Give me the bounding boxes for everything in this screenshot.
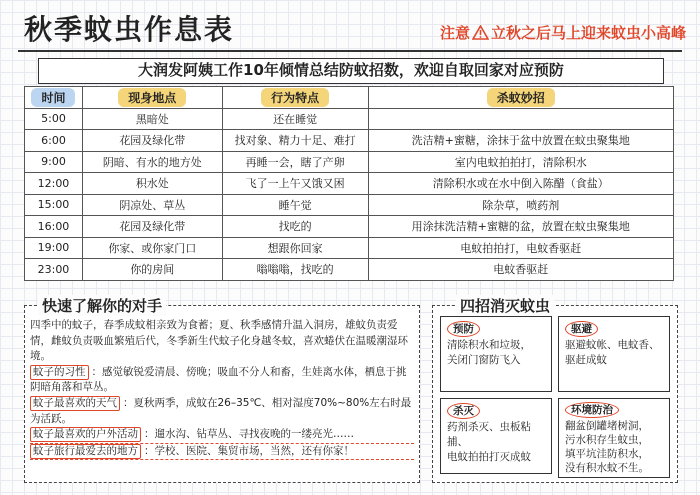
banner: 大润发阿姨工作10年倾情总结防蚊招数，欢迎自取回家对应预防 <box>38 58 664 84</box>
header-method: 杀蚊妙招 <box>368 87 673 109</box>
tip-line: 电蚊拍拍打灭成蚊 <box>447 451 531 463</box>
opponent-intro: 四季中的蚊子，春季成蚊相亲致为食蓄；夏、秋季感情升温入洞房，雄蚊负责爱情，雌蚊负责吸血繁殖后代，冬季新生代蚊子化身越冬蚊，喜欢蜷伏在温暖潮湿环境。 <box>30 319 408 363</box>
method-cell: 清除积水或在水中倒入陈醋（食盐） <box>368 173 673 195</box>
habit-label: 蚊子的习性 <box>30 365 89 380</box>
tip-card-repel <box>558 316 670 392</box>
method-cell <box>368 108 673 130</box>
tip-line: 驱避蚊帐、电蚊香、 <box>565 339 660 351</box>
location-cell: 阴暗、有水的地方处 <box>82 151 222 173</box>
location-cell: 阴凉处、草丛 <box>82 194 222 216</box>
behavior-cell: 还在睡觉 <box>222 108 368 130</box>
weather-text: ：夏秋两季，成蚊在26–35℃、相对湿度70%~80%左右时最为活跃。 <box>30 396 412 425</box>
tip-line: 驱赶成蚊 <box>565 354 607 366</box>
habit-text: ：感觉敏锐爱清晨、傍晚；吸血不分人和畜，生娃离水体，栖息于挑阴暗角落和草丛。 <box>30 365 407 394</box>
opponent-info-text <box>30 318 414 460</box>
tip-card-kill <box>440 398 552 474</box>
warning-note <box>440 22 686 43</box>
time-cell: 12:00 <box>25 173 83 195</box>
travel-line <box>30 444 414 461</box>
behavior-cell: 再睡一会，瞎了产卵 <box>222 151 368 173</box>
tip-line: 关闭门窗防飞入 <box>447 354 521 366</box>
location-cell: 花园及绿化带 <box>82 216 222 238</box>
tip-head: 驱避 <box>565 321 598 337</box>
location-cell: 黑暗处 <box>82 108 222 130</box>
time-cell: 5:00 <box>25 108 83 130</box>
table-row <box>25 194 674 216</box>
title-divider <box>18 50 682 52</box>
table-row <box>25 108 674 130</box>
behavior-cell: 找吃的 <box>222 216 368 238</box>
mosquito-schedule-table <box>24 86 674 281</box>
habit-line <box>30 365 414 396</box>
behavior-cell: 想跟你回家 <box>222 237 368 259</box>
tip-line: 没有积水蚊不生。 <box>565 462 649 474</box>
method-cell: 室内电蚊拍拍打，清除积水 <box>368 151 673 173</box>
tip-line: 翻盆倒罐堵树洞， <box>565 420 649 432</box>
travel-text: ：学校、医院、集贸市场，当然，还有你家！ <box>144 444 354 457</box>
table-row <box>25 151 674 173</box>
weather-label: 蚊子最喜欢的天气 <box>30 396 120 411</box>
header-location: 现身地点 <box>82 87 222 109</box>
location-cell: 你家、或你家门口 <box>82 237 222 259</box>
behavior-cell: 飞了一上午又饿又困 <box>222 173 368 195</box>
tip-line: 污水积存生蚊虫， <box>565 434 649 446</box>
tip-line: 填平坑洼防积水， <box>565 448 649 460</box>
method-cell: 电蚊拍拍打，电蚊香驱赶 <box>368 237 673 259</box>
time-cell: 23:00 <box>25 259 83 281</box>
method-cell: 用涂抹洗洁精+蜜糖的盆，放置在蚊虫聚集地 <box>368 216 673 238</box>
table-row <box>25 216 674 238</box>
method-cell: 洗洁精+蜜糖，涂抹于盆中放置在蚊虫聚集地 <box>368 130 673 152</box>
tip-head: 杀灭 <box>447 403 480 419</box>
table-row <box>25 173 674 195</box>
tip-line: 药剂杀灭、虫板粘捕、 <box>447 421 531 448</box>
tip-card-environment <box>558 398 670 478</box>
tip-line: 清除积水和垃圾， <box>447 339 531 351</box>
tip-head: 预防 <box>447 321 480 337</box>
location-cell: 花园及绿化带 <box>82 130 222 152</box>
outdoor-text: ：遛水沟、钻草丛、寻找夜晚的一缕亮光…… <box>144 428 354 441</box>
location-cell: 积水处 <box>82 173 222 195</box>
tip-head: 环境防治 <box>565 402 619 418</box>
method-cell: 除杂草，喷药剂 <box>368 194 673 216</box>
header-time: 时间 <box>25 87 83 109</box>
time-cell: 19:00 <box>25 237 83 259</box>
location-cell: 你的房间 <box>82 259 222 281</box>
time-cell: 6:00 <box>25 130 83 152</box>
header-behavior: 行为特点 <box>222 87 368 109</box>
warning-note-prefix: 注意 <box>439 24 470 42</box>
method-cell: 电蚊香驱赶 <box>368 259 673 281</box>
time-cell: 16:00 <box>25 216 83 238</box>
time-cell: 9:00 <box>25 151 83 173</box>
table-header-row <box>25 87 674 109</box>
behavior-cell: 找对象、精力十足、难打 <box>222 130 368 152</box>
table-row <box>25 259 674 281</box>
outdoor-line <box>30 427 414 444</box>
table-row <box>25 237 674 259</box>
weather-line <box>30 396 414 427</box>
table-row <box>25 130 674 152</box>
travel-label: 蚊子旅行最爱去的地方 <box>30 444 141 459</box>
tips-title: 四招消灭蚊虫 <box>456 295 554 316</box>
page-title: 秋季蚊虫作息表 <box>24 13 235 46</box>
warning-note-text: 立秋之后马上迎来蚊虫小高峰 <box>490 24 686 42</box>
time-cell: 15:00 <box>25 194 83 216</box>
opponent-info-title: 快速了解你的对手 <box>38 295 166 316</box>
tip-card-prevent <box>440 316 552 392</box>
behavior-cell: 睡午觉 <box>222 194 368 216</box>
warning-triangle-icon <box>472 25 489 40</box>
behavior-cell: 嗡嗡嗡，找吃的 <box>222 259 368 281</box>
outdoor-label: 蚊子最喜欢的户外活动 <box>30 427 141 442</box>
